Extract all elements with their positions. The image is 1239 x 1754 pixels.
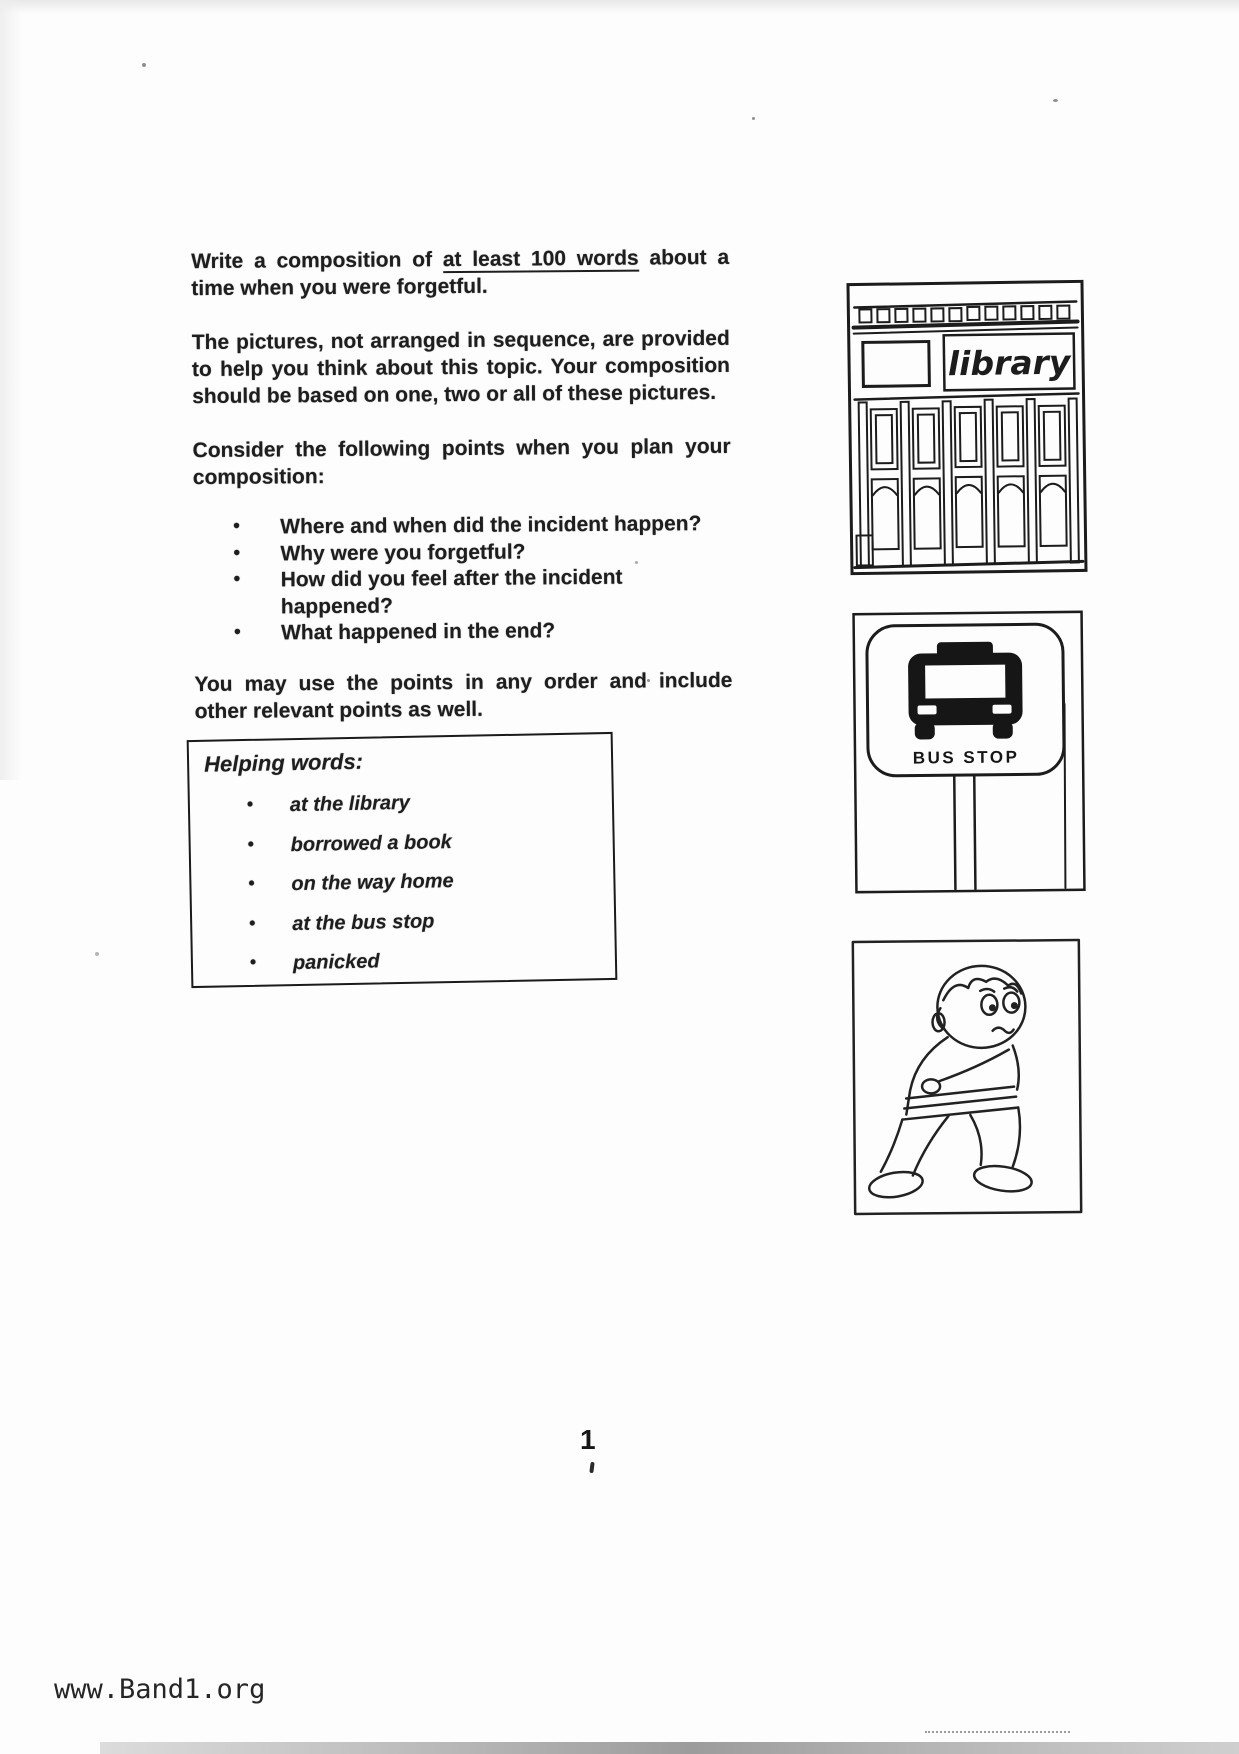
list-item (190, 787, 612, 819)
list-item (232, 617, 732, 647)
helping-word: at the bus stop (291, 909, 435, 935)
library-sign-text: library (947, 342, 1071, 384)
helping-word: on the way home (291, 870, 454, 896)
list-item (231, 537, 731, 567)
task-text-suffix: about a time when you were forgetful. (191, 245, 730, 301)
list-item (192, 905, 614, 937)
bus-stop-sign-text: BUS STOP (912, 747, 1020, 768)
consider-points-paragraph: Consider the following points when you plan your composition: (192, 434, 731, 490)
footer-website: www.Band1.org (54, 1674, 266, 1705)
scan-speck (752, 117, 755, 120)
helping-word: panicked (292, 950, 380, 975)
scan-mark-under-page-number (589, 1462, 594, 1473)
helping-word: at the library (289, 791, 411, 817)
boy-walking-illustration (850, 937, 1084, 1217)
scan-noise-left (0, 0, 22, 780)
helping-words-list (190, 787, 615, 977)
any-order-paragraph: You may use the points in any order and include other relevant points as well. (194, 668, 733, 723)
helping-words-box (187, 732, 618, 988)
pictures-note-paragraph: The pictures, not arranged in sequence, are provided to help you think about this topic. Your composition should be based on one, two or all of these pictures. (191, 326, 731, 409)
page-number: 1 (580, 1424, 596, 1455)
point-text: Why were you forgetful? (280, 540, 526, 565)
helping-words-title: Helping words: (203, 748, 364, 777)
list-item (190, 826, 612, 858)
scan-speck (142, 63, 146, 67)
helping-word: borrowed a book (290, 830, 452, 856)
task-underlined-word-count: at least 100 words (442, 246, 639, 272)
scan-noise-top (0, 0, 1239, 14)
library-illustration (845, 278, 1089, 577)
task-paragraph (191, 244, 729, 302)
planning-points-list (193, 511, 732, 648)
library-picture (845, 278, 1089, 577)
list-item (193, 945, 615, 977)
point-text: How did you feel after the incident happened? (280, 565, 623, 618)
scan-speck (95, 952, 99, 956)
task-text-prefix: Write a composition of (191, 248, 443, 274)
list-item (231, 511, 731, 541)
instructions-text-block (191, 244, 733, 752)
scan-noise-bottom-strip (100, 1742, 1239, 1754)
boy-walking-picture (850, 937, 1084, 1217)
point-text: What happened in the end? (280, 619, 556, 645)
bus-stop-illustration (851, 609, 1088, 895)
list-item (191, 866, 613, 898)
bus-stop-picture (851, 609, 1088, 895)
scan-speck (1053, 99, 1058, 102)
scan-dotted-line (925, 1731, 1070, 1733)
point-text: Where and when did the incident happen? (280, 512, 702, 539)
list-item (232, 564, 732, 621)
